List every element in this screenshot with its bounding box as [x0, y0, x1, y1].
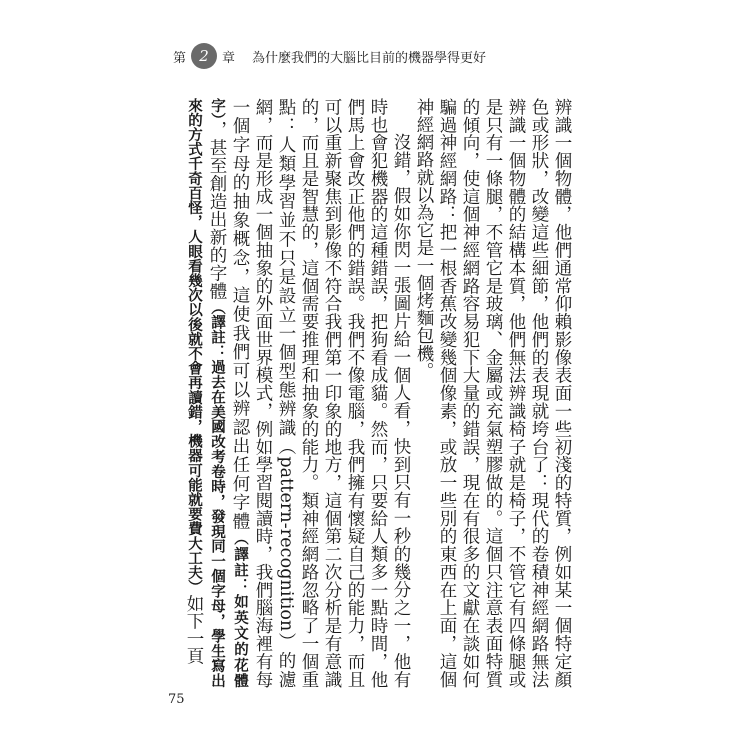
paragraph-2-text-b: ，甚至創造出新的字體: [207, 120, 227, 300]
vertical-body-text: [178, 98, 573, 688]
chapter-prefix: 第: [173, 50, 187, 66]
paragraph-1: 辨識一個物體，他們通常仰賴影像表面一些初淺的特質，例如某一個特定顏色或形狀，改變這些細節，他們的表現就垮台了：現代的卷積神經網路無法辨識一個物體的結構本質，他們無法辨識椅子就是椅子，不管它有四條腿或是只有一條腿，不管它是玻璃、金屬或充氣塑膠做的。這個只注意表面特質的傾向，使這個神經網路容易犯下大量的錯誤，現在有很多的文獻在談如何騙過神經網路：把一根香蕉改變幾個像素，或放一些別的東西在上面，這個神經網路就以為它是一個烤麵包機。: [414, 98, 572, 688]
running-header: [170, 42, 486, 70]
translator-note-2: （譯註：過去在美國改考卷時，發現同一個字母，學生寫出來的方式千奇百怪，人眼看幾次以後就不會再讀錯，機器可能就要費大工夫）: [186, 98, 225, 688]
chapter-suffix: 章: [222, 50, 236, 66]
chapter-number-badge: 2: [191, 43, 217, 69]
paragraph-2-text: 沒錯，假如你閃一張圖片給一個人看，快到只有一秒的幾分之一，他有時也會犯機器的這種錯誤，把狗看成貓。然而，只要給人類多一點時間，他們馬上會改正他們的錯誤。我們不像電腦，我們擁有懷疑自己的能力，而且可以重新聚焦到影像不符合我們第一印象的地方，這個第二次分析是有意識的，而且是智慧的，這個需要推理和抽象的能力。類神經網路忽略了一個重點：人類學習並不只是設立一個型態辨識（pattern-recognition）的濾網，而是形成一個抽象的外面世界模式，例如學習閱讀時，我們腦海裡有每一個字母的抽象概念，這使我們可以辨認出任何字體: [230, 98, 411, 688]
paragraph-2-text-c: 如下一頁: [184, 594, 204, 665]
chapter-title: 為什麼我們的大腦比目前的機器學得更好: [252, 50, 487, 66]
paragraph-2: [182, 98, 412, 688]
translator-note-1: （譯註：如英文的花體字）: [209, 98, 248, 688]
page-number: 75: [168, 692, 185, 707]
